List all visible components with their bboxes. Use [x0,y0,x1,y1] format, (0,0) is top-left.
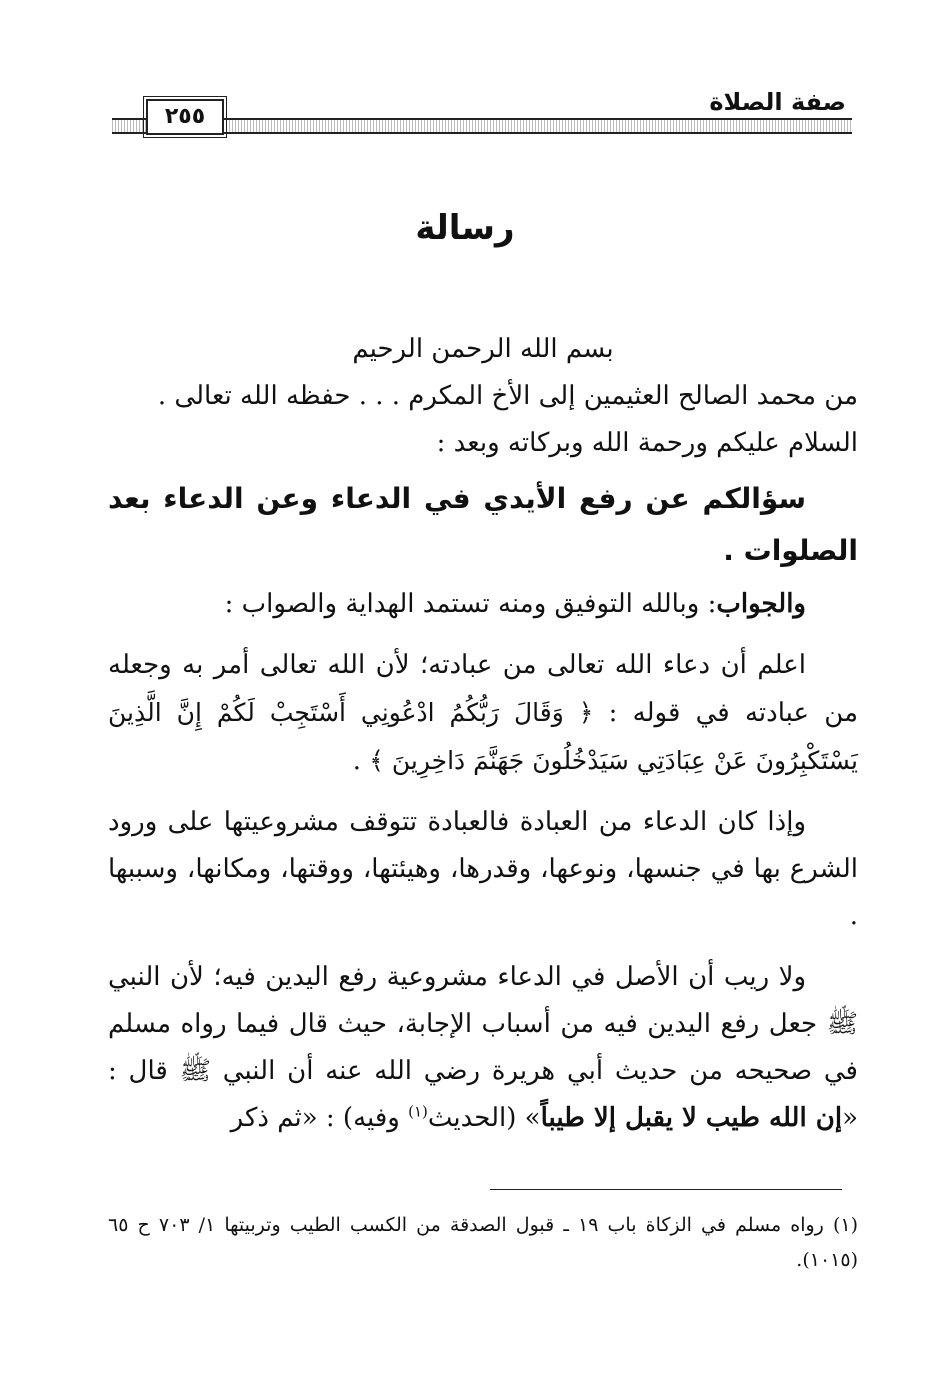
paragraph-3-text: ولا ريب أن الأصل في الدعاء مشروعية رفع اليدين فيه؛ لأن النبي ﷺ جعل رفع اليدين فيه من أسباب الإجابة، حيث قال فيما رواه مسلم في صحيحه من حديث أبي هريرة رضي الله عنه أن النبي ﷺ قال : « [108,962,858,1133]
body-text [108,326,858,1142]
answer-label: والجواب [716,589,806,619]
footnote-text: (١) رواه مسلم في الزكاة باب ١٩ ـ قبول الصدقة من الكسب الطيب وتربيتها ١/ ٧٠٣ ح ٦٥ (١٠١٥). [108,1214,858,1271]
paragraph-2: وإذا كان الدعاء من العبادة فالعبادة تتوقف مشروعيتها على ورود الشرع بها في جنسها، ونوعها، وقدرها، وهيئتها، ووقتها، ومكانها، وسببها . [108,807,858,931]
footnote [108,1208,858,1278]
paragraph-3-mid: » (الحديث [427,1103,541,1133]
question: سؤالكم عن رفع الأيدي في الدعاء وعن الدعاء بعد الصلوات . [108,482,858,567]
document-title: رسالة [415,208,515,248]
page-number: ٢٥٥ [146,99,224,135]
quran-verse: ﴿ وَقَالَ رَبُّكُمُ ادْعُونِي أَسْتَجِبْ لَكُمْ إِنَّ الَّذِينَ يَسْتَكْبِرُونَ عَنْ عِبَادَتِي سَيَدْخُلُونَ جَهَنَّمَ دَاخِرِينَ ﴾ [108,698,858,775]
paragraph-1-end: . [352,746,370,776]
running-header-title: صفة الصلاة [709,88,846,116]
greeting: السلام عليكم ورحمة الله وبركاته وبعد : [436,428,858,458]
answer-intro: : وبالله التوفيق ومنه تستمد الهداية والصواب : [224,589,717,619]
paragraph-3-end: وفيه) : «ثم ذكر [230,1103,409,1133]
footnote-reference: (١) [408,1102,428,1121]
basmala: بسم الله الرحمن الرحيم [352,334,614,364]
paragraph-3 [108,954,858,1142]
answer-paragraph [108,581,858,628]
from-line: من محمد الصالح العثيمين إلى الأخ المكرم . . . حفظه الله تعالى . [157,381,858,411]
paragraph-1-text: اعلم أن دعاء الله تعالى من عبادته؛ لأن الله تعالى أمر به وجعله من عبادته في قوله : [108,650,858,728]
hadith-quote: إن الله طيب لا يقبل إلا طيباً [540,1103,843,1133]
footnote-separator [490,1189,842,1190]
paragraph-1 [108,642,858,785]
